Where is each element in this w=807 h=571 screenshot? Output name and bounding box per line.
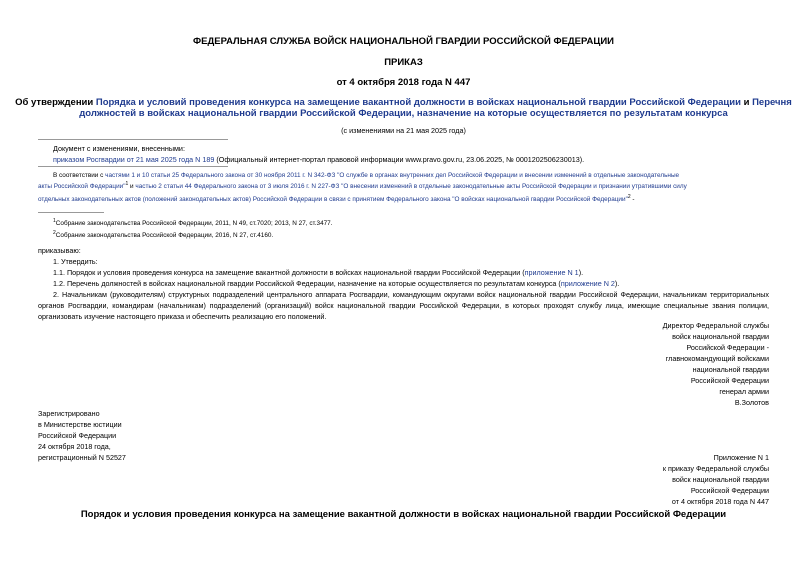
registration-block (38, 408, 126, 463)
signature-line: Российской Федерации - (686, 343, 769, 352)
registration-line: регистрационный N 52527 (38, 453, 126, 462)
item-2: 2. Начальникам (руководителям) структурных подразделений центрального аппарата Росгвардии, командующим округами войск национальной гвардии Российской Федерации, начальникам территориальных органов Росгвардии, командирам (начальникам) подразделений (организаций) войск национальной гвардии Российской Федерации, в которых проходят службу лица, имеющие специальные звания полиции, организовать изучение настоящего приказа и обеспечить реализацию его положений. (38, 290, 769, 321)
signature-line: генерал армии (719, 387, 769, 396)
signature-block (663, 320, 769, 408)
registration-line: Зарегистрировано (38, 409, 100, 418)
preamble-link-law1-end[interactable]: акты Российской Федерации" (38, 183, 126, 190)
registration-line: в Министерстве юстиции (38, 420, 122, 429)
signature-line: В.Золотов (734, 398, 769, 407)
preamble-link-law2-end[interactable]: отдельных законодательных актов (положений законодательных актов) Российской Федерации в связи с принятием Федерального закона "О войсках национальной гвардии Российской Федерации" (38, 196, 628, 203)
footnote-mark: 1 (53, 217, 56, 224)
preamble-link-law1[interactable]: частями 1 и 10 статьи 25 Федерального закона от 30 ноября 2011 г. N 342-ФЗ "О службе в органах внутренних дел Российской Федерации и внесении изменений в отдельные законодательные (105, 172, 680, 179)
item-1-2 (53, 279, 619, 288)
agency-name: ФЕДЕРАЛЬНАЯ СЛУЖБА ВОЙСК НАЦИОНАЛЬНОЙ ГВАРДИИ РОССИЙСКОЙ ФЕДЕРАЦИИ (193, 36, 614, 47)
title-link-order[interactable]: Порядка и условий проведения конкурса на замещение вакантной должности в войсках национальной гвардии Российской Федерации (95, 97, 741, 108)
footnote-text: Собрание законодательства Российской Федерации, 2011, N 49, ст.7020; 2013, N 27, ст.3477. (55, 220, 333, 227)
footnote-mark: 2 (53, 229, 56, 236)
document-date-number: от 4 октября 2018 года N 447 (336, 77, 471, 88)
preamble-link-law2[interactable]: частью 2 статьи 44 Федерального закона от 3 июля 2016 г. N 227-ФЗ "О внесении изменений в отдельные законодательные акты Российской Федерации и признании утратившими силу (135, 183, 687, 190)
item-1-2-end: ). (614, 279, 620, 288)
preamble-and: и (130, 183, 134, 190)
title-conj: и (743, 97, 750, 108)
appendix-line: войск национальной гвардии (672, 475, 769, 484)
title-link-list-end[interactable]: должностей в войсках национальной гвардии Российской Федерации, назначение на которые осуществляется по результатам конкурса (79, 108, 728, 119)
signature-line: Директор Федеральной службы (662, 321, 769, 330)
signature-line: национальной гвардии (692, 365, 769, 374)
appendix-line: от 4 октября 2018 года N 447 (671, 497, 769, 506)
preamble-intro: В соответствии с (53, 172, 104, 179)
signature-line: главнокомандующий войсками (665, 354, 769, 363)
order-word: приказываю: (38, 246, 81, 255)
divider (38, 139, 228, 140)
footnote-ref-1[interactable]: 1 (125, 180, 129, 187)
document-title-line1 (0, 97, 807, 108)
signature-line: войск национальной гвардии (672, 332, 769, 341)
registration-line: Российской Федерации (38, 431, 117, 440)
item-1-1-text: 1.1. Порядок и условия проведения конкурса на замещение вакантной должности в войсках национальной гвардии Российской Федерации ( (53, 268, 525, 277)
footnote-divider (38, 212, 104, 213)
item-1-2-text: 1.2. Перечень должностей в войсках национальной гвардии Российской Федерации, назначение на которые осуществляется по результатам конкурса ( (53, 279, 561, 288)
item-1-1 (53, 268, 583, 277)
footnote-text: Собрание законодательства Российской Федерации, 2016, N 27, ст.4160. (55, 232, 274, 239)
item-1-1-end: ). (578, 268, 584, 277)
item-1: 1. Утвердить: (53, 257, 98, 266)
changes-label: Документ с изменениями, внесенными: (53, 144, 185, 153)
appendix-2-link[interactable]: приложение N 2 (560, 279, 615, 288)
registration-line: 24 октября 2018 года, (38, 442, 111, 451)
preamble-line2 (38, 180, 687, 190)
appendix-line: к приказу Федеральной службы (662, 464, 769, 473)
footnote-2 (53, 229, 274, 239)
preamble-dash: - (632, 196, 635, 203)
appendix-line: Российской Федерации (690, 486, 769, 495)
title-prefix: Об утверждении (15, 97, 94, 108)
document-type: ПРИКАЗ (384, 57, 423, 68)
signature-line: Российской Федерации (690, 376, 769, 385)
appendix-1-link[interactable]: приложение N 1 (524, 268, 579, 277)
footnote-1 (53, 217, 333, 227)
divider (38, 166, 228, 167)
changes-source (53, 155, 584, 164)
preamble-line3 (38, 193, 635, 203)
changes-link[interactable]: приказом Росгвардии от 21 мая 2025 года N 189 (53, 155, 215, 164)
changes-rest: (Официальный интернет-портал правовой информации www.pravo.gov.ru, 23.06.2025, № 0001202506230013). (216, 155, 585, 164)
revision-note: (с изменениями на 21 мая 2025 года) (341, 126, 466, 135)
preamble-line1 (53, 172, 679, 179)
appendix-heading: Порядок и условия проведения конкурса на замещение вакантной должности в войсках национальной гвардии Российской Федерации (80, 509, 727, 520)
appendix-block (663, 452, 769, 507)
appendix-line: Приложение N 1 (713, 453, 769, 462)
title-link-list-start[interactable]: Перечня (752, 97, 792, 108)
footnote-ref-2[interactable]: 2 (627, 193, 631, 200)
